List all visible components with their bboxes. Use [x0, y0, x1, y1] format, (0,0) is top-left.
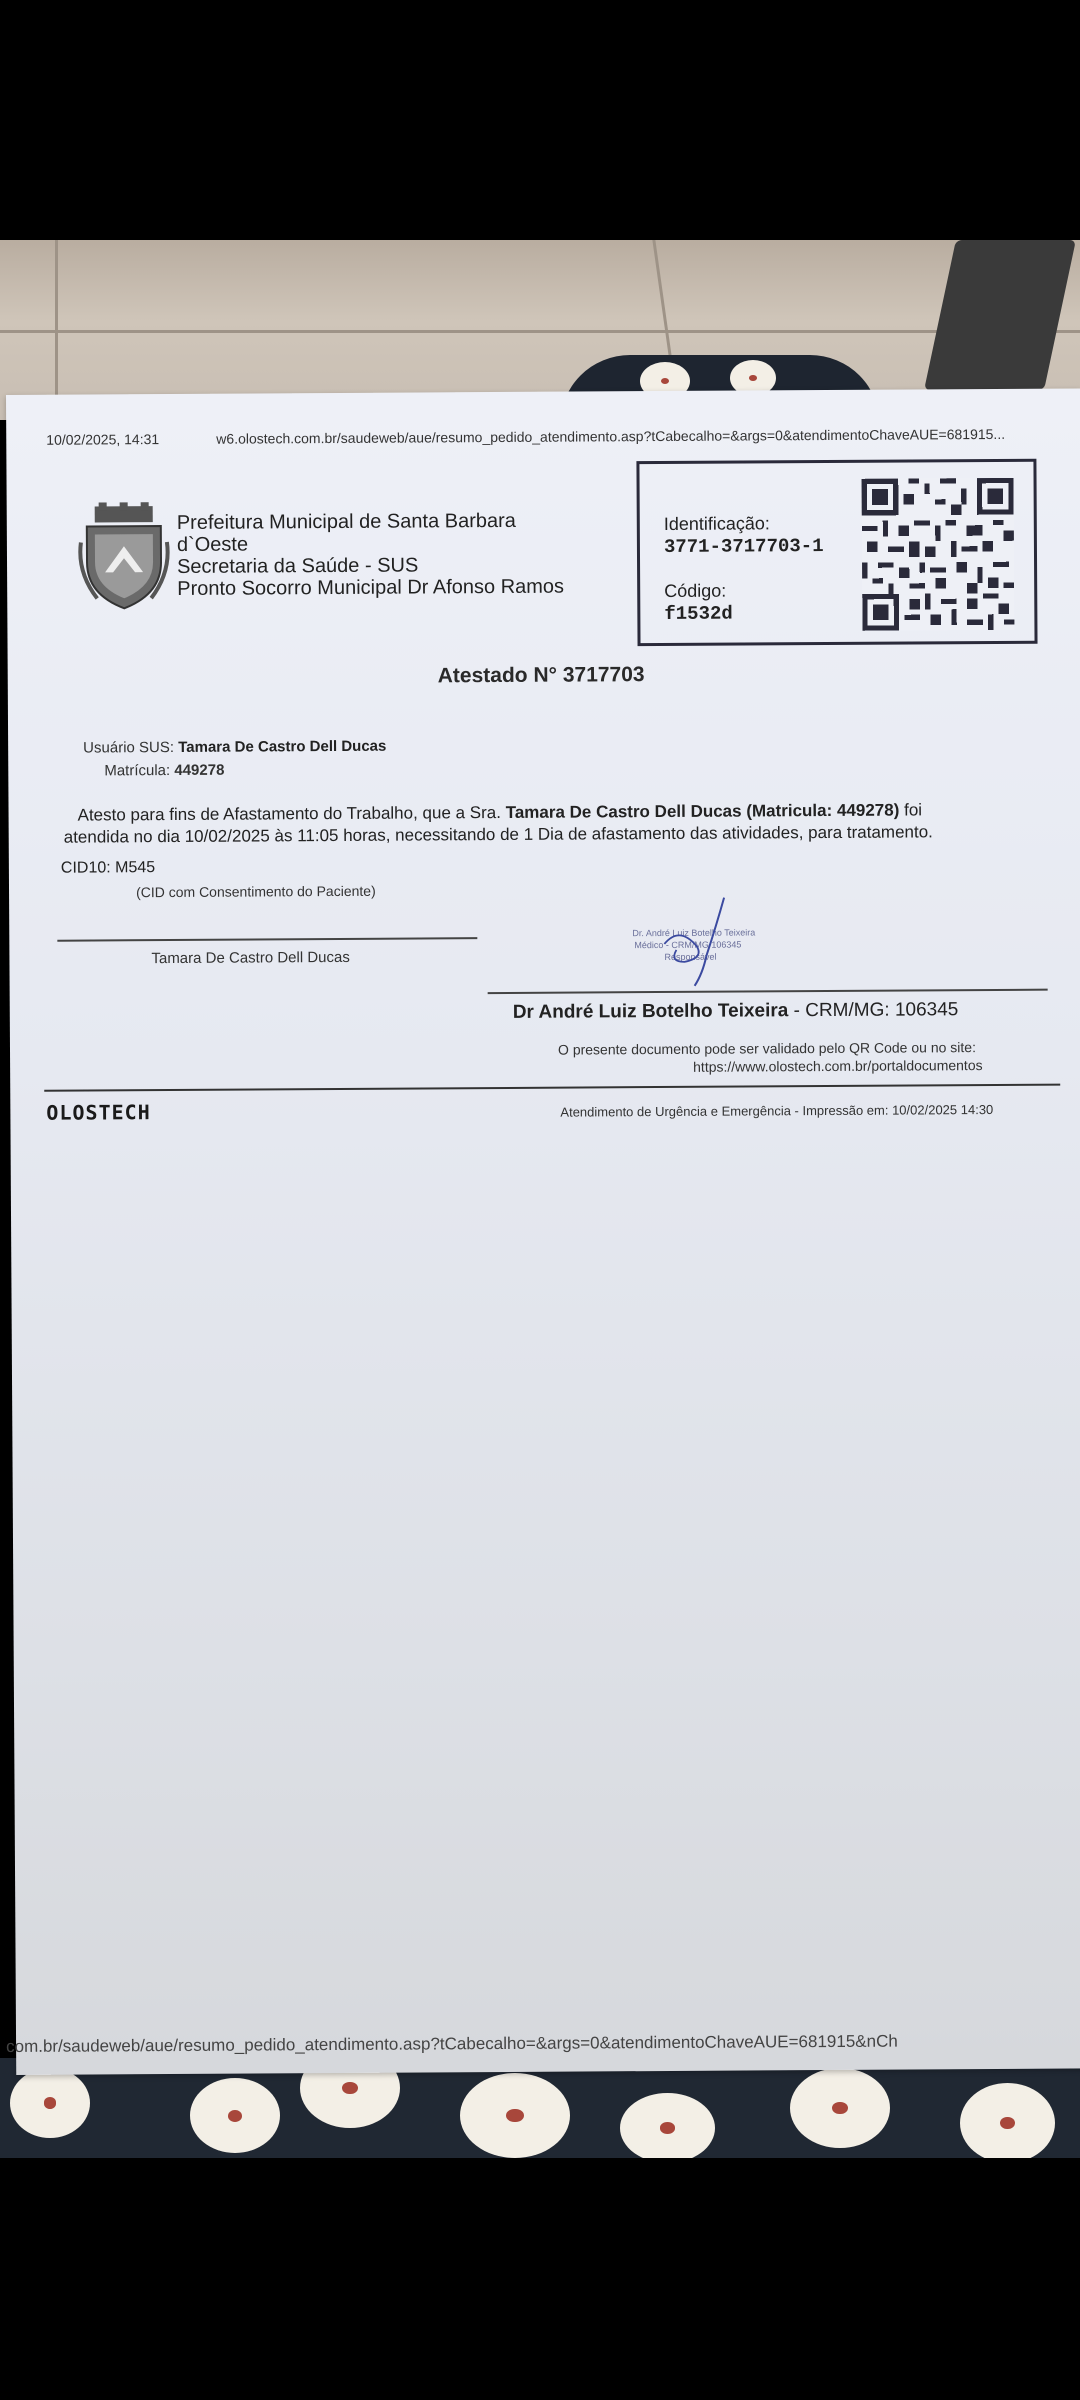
sus-name: Tamara De Castro Dell Ducas: [178, 737, 387, 756]
org-line: Pronto Socorro Municipal Dr Afonso Ramos: [177, 575, 565, 600]
org-line: d`Oeste: [176, 533, 249, 556]
matricula-label: Matrícula:: [104, 762, 171, 780]
certificate-text: [64, 799, 1064, 849]
cid-code: CID10: M545: [60, 859, 156, 877]
tile-line: [55, 240, 58, 420]
org-line: Secretaria da Saúde - SUS: [176, 554, 419, 578]
certificate-patient-bold: Tamara De Castro Dell Ducas (Matricula: 449278): [505, 800, 900, 822]
matricula: [104, 762, 224, 780]
city-crest-icon: [77, 502, 172, 613]
doctor-name-bold: Dr André Luiz Botelho Teixeira: [512, 1000, 789, 1023]
top-black-bar: [0, 0, 1080, 240]
certificate-text-line: atendida no dia 10/02/2025 às 11:05 horas, necessitando de 1 Dia de afastamento das atividades, para tratamento.: [63, 822, 933, 847]
doctor-signature-line: [488, 989, 1048, 994]
svg-text:Médico - CRM/MG 106345: Médico - CRM/MG 106345: [634, 939, 742, 951]
org-line: Prefeitura Municipal de Santa Barbara: [176, 509, 516, 534]
certificate-text-part: Atesto para fins de Afastamento do Trabalho, que a Sra.: [77, 802, 506, 825]
patient-signature-line: [57, 937, 477, 942]
cid-note: (CID com Consentimento do Paciente): [135, 882, 376, 901]
id-label: Identificação:: [663, 513, 770, 534]
svg-text:Responsável: Responsável: [664, 951, 717, 962]
svg-text:Dr. André Luiz Botelho Teixeir: Dr. André Luiz Botelho Teixeira: [632, 927, 756, 939]
doctor-crm: - CRM/MG: 106345: [788, 999, 959, 1022]
footer-divider: [44, 1084, 1060, 1092]
matricula-value: 449278: [174, 761, 225, 779]
code-value: f1532d: [664, 602, 733, 625]
validation-url[interactable]: https://www.olostech.com.br/portaldocumentos: [693, 1057, 983, 1075]
bottom-print-url: com.br/saudeweb/aue/resumo_pedido_atendimento.asp?tCabecalho=&args=0&atendimentoChaveAUE=681915&nCh: [6, 2031, 898, 2057]
qr-code-icon[interactable]: [862, 478, 1015, 631]
validation-text: O presente documento pode ser validado pelo QR Code ou no site:: [557, 1039, 976, 1058]
bottom-black-bar: [0, 2158, 1080, 2400]
print-date: 10/02/2025, 14:31: [46, 431, 160, 448]
sus-label: Usuário SUS:: [83, 738, 175, 757]
footer-print-info: Atendimento de Urgência e Emergência - Impressão em: 10/02/2025 14:30: [560, 1101, 994, 1120]
id-value: 3771-3717703-1: [663, 535, 824, 558]
doctor-name: [513, 999, 959, 1024]
code-label: Código:: [664, 580, 727, 601]
tile-line: [0, 330, 1080, 333]
document-sheet: [6, 388, 1080, 2075]
organization-header: [177, 510, 564, 600]
patient-signature-name: Tamara De Castro Dell Ducas: [151, 948, 350, 968]
sus-user: [83, 738, 386, 757]
identification-box: [636, 459, 1037, 646]
print-url: w6.olostech.com.br/saudeweb/aue/resumo_pedido_atendimento.asp?tCabecalho=&args=0&atendimentoChaveAUE=681915...: [216, 425, 1006, 447]
certificate-text-part: foi: [899, 800, 923, 820]
doctor-signature-stamp: [624, 895, 795, 991]
olostech-logo: OLOSTECH: [46, 1100, 151, 1125]
document-title: Atestado N° 3717703: [437, 663, 645, 688]
